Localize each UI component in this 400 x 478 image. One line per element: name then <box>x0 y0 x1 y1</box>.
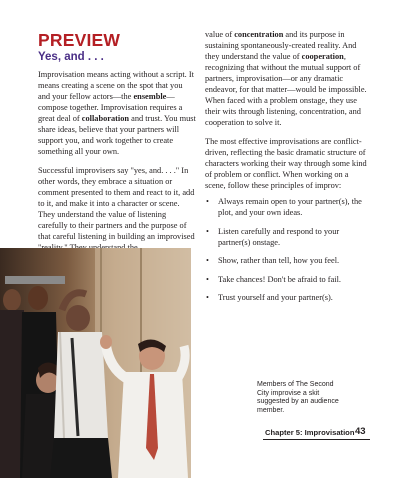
list-item <box>205 255 367 266</box>
list-item <box>205 274 367 285</box>
key-term: ensemble <box>133 92 167 102</box>
text-run: and its purpose in sustaining spontaneously-created reality. And they understand the value of <box>205 30 357 62</box>
bullet-icon: • <box>206 197 209 207</box>
second-paragraph: Successful improvisers say "yes, and. . . ." In other words, they embrace a situation or comment presented to them and react to it, add to it, and make it into a character or scene. They understand the value of listening carefully to their partners and the purpose of that careful listening in building an improvised <box>38 165 195 242</box>
photo-illustration <box>0 248 191 478</box>
right-column <box>205 29 367 310</box>
photo-caption: Members of The Second City improvise a skit suggested by an audience member. <box>257 381 339 414</box>
text-run: —compose together. Improvisation requires a great deal of <box>38 92 183 124</box>
text-run: value of <box>205 30 235 39</box>
bullet-icon: • <box>206 293 209 302</box>
intro-paragraph <box>38 69 196 157</box>
key-term: concentration <box>234 30 284 39</box>
list-item-text: Show, rather than tell, how you feel. <box>218 256 340 266</box>
bullet-icon: • <box>206 274 209 284</box>
list-item-text: Listen carefully and respond to your partner(s) onstage. <box>218 226 340 247</box>
running-footer-chapter: Chapter 5: Improvisation <box>265 428 355 437</box>
list-item-text: Always remain open to your partner(s), the plot, and your own ideas. <box>218 197 362 218</box>
key-term: collaboration <box>81 114 130 124</box>
list-item <box>205 226 367 248</box>
footer-rule <box>263 439 370 440</box>
text-run: , recognizing that without the mutual support of partners, improvisation—or any dramatic endeavor, for that matter—would be impossible. When faced with a problem onstage, they use their wits through listening, concentration, and cooperation to solve it. <box>205 52 367 128</box>
list-item-text: Trust yourself and your partner(s). <box>218 293 333 302</box>
continued-paragraph <box>205 29 367 128</box>
ensemble-photo <box>0 248 191 478</box>
left-column <box>38 69 196 261</box>
section-title: PREVIEW <box>38 30 121 50</box>
list-item <box>205 292 367 303</box>
section-subtitle: Yes, and . . . <box>38 51 104 63</box>
text-run: and trust. You must share ideas, believe that your partners will support you, and work together to create something all your own. <box>38 114 196 157</box>
bullet-icon: • <box>206 256 209 266</box>
page-number: 43 <box>355 426 366 437</box>
key-term: cooperation <box>301 52 344 62</box>
principles-list <box>205 196 367 303</box>
list-item <box>205 196 367 218</box>
bullet-icon: • <box>206 226 209 236</box>
list-item-text: Take chances! Don't be afraid to fail. <box>218 274 342 284</box>
conflict-paragraph: The most effective improvisations are conflict-driven, reflecting the basic dramatic structure of characters working their way through some kind of problem or conflict. When working on a scene, follow these principles of improv: <box>205 136 367 191</box>
text-run: Improvisation means acting without a script. It means creating a scene on the spot that you and your fellow actors—the <box>38 70 194 102</box>
